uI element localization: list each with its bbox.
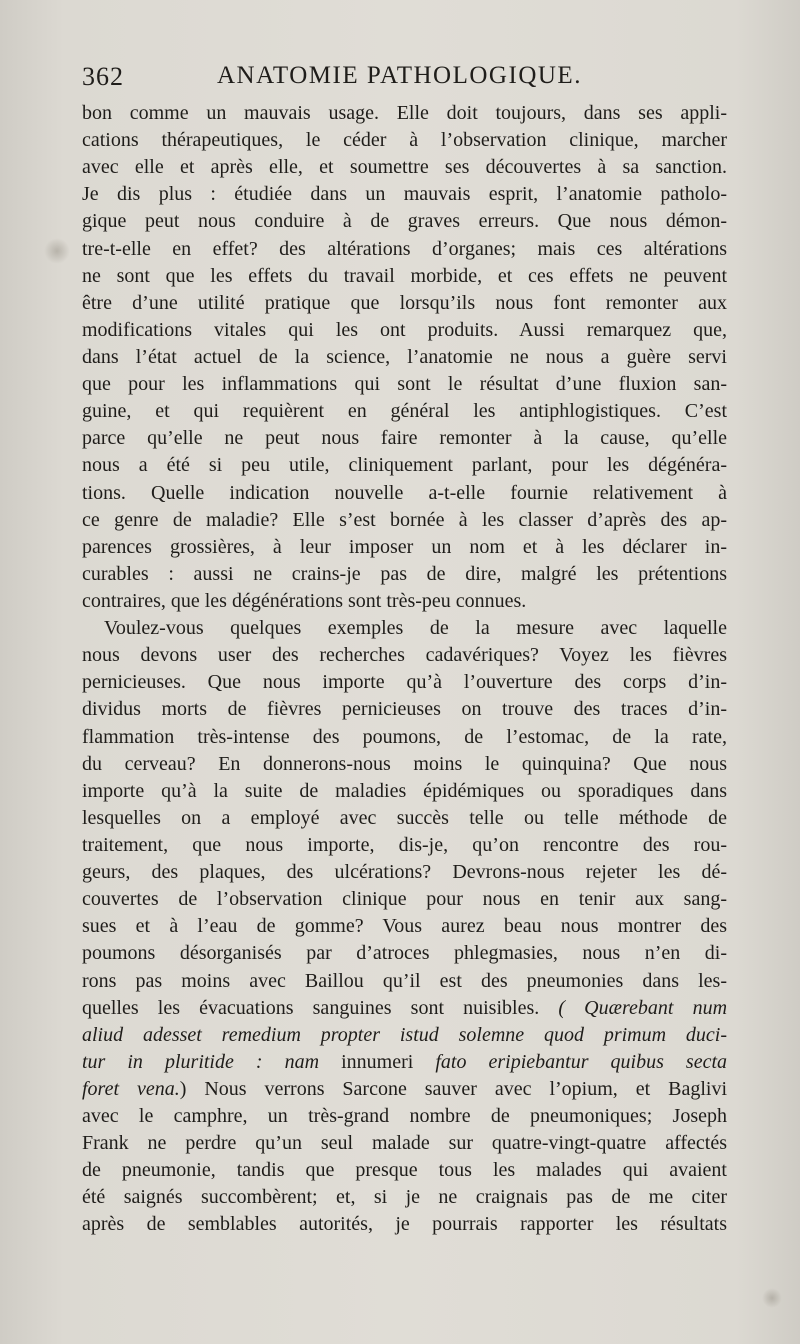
running-head	[82, 62, 782, 96]
latin-quotation: foret vena.	[82, 1077, 180, 1100]
text-line: guine, et qui requièrent en général les antiphlogistiques. C’est	[82, 400, 727, 423]
text-line: que pour les inflammations qui sont le résultat d’une fluxion san-	[82, 373, 727, 396]
text-fragment: quelles les évacuations sanguines sont nuisibles.	[82, 996, 540, 1019]
text-line: bon comme un mauvais usage. Elle doit toujours, dans ses appli-	[82, 102, 727, 124]
text-line	[82, 1049, 727, 1076]
text-line: pernicieuses. Que nous importe qu’à l’ouverture des corps d’in-	[82, 671, 727, 694]
latin-quotation: fato eripiebantur quibus secta	[435, 1050, 728, 1073]
text-line: traitement, que nous importe, dis-je, qu’on rencontre des rou-	[82, 833, 727, 856]
latin-quotation-line: aliud adesset remedium propter istud solemne quod primum duci-	[82, 1023, 727, 1046]
latin-quotation: tur in pluritide : nam	[82, 1050, 320, 1073]
text-fragment: innumeri	[341, 1050, 414, 1073]
text-line: geurs, des plaques, des ulcérations? Devrons-nous rejeter les dé-	[82, 861, 727, 884]
page-number: 362	[82, 62, 124, 91]
text-line: avec elle et après elle, et soumettre ses découvertes à sa sanction.	[82, 156, 727, 179]
page-title: ANATOMIE PATHOLOGIQUE.	[217, 62, 582, 89]
text-line: être d’une utilité pratique que lorsqu’ils nous font remonter aux	[82, 291, 727, 314]
text-line: de pneumonie, tandis que presque tous les malades qui avaient	[82, 1159, 727, 1182]
text-line: sues et à l’eau de gomme? Vous aurez beau nous montrer des	[82, 915, 727, 938]
text-line	[82, 1076, 727, 1103]
text-line: lesquelles on a employé avec succès telle ou telle méthode de	[82, 806, 727, 829]
text-line: flammation très-intense des poumons, de l’estomac, de la rate,	[82, 725, 727, 748]
text-line: été saignés succombèrent; et, si je ne craignais pas de me citer	[82, 1186, 727, 1209]
text-line: curables : aussi ne crains-je pas de dire, malgré les prétentions	[82, 562, 727, 585]
text-line: ce genre de maladie? Elle s’est bornée à les classer d’après des ap-	[82, 508, 727, 531]
text-line: ne sont que les effets du travail morbide, et ces effets ne peuvent	[82, 264, 727, 287]
text-line: poumons désorganisés par d’atroces phlegmasies, nous n’en di-	[82, 942, 727, 965]
text-line: tre-t-elle en effet? des altérations d’organes; mais ces altérations	[82, 237, 727, 260]
text-line: cations thérapeutiques, le céder à l’observation clinique, marcher	[82, 129, 727, 152]
text-line: parences grossières, à leur imposer un nom et à les déclarer in-	[82, 535, 727, 558]
text-line: dans l’état actuel de la science, l’anatomie ne nous a guère servi	[82, 345, 727, 368]
text-line: après de semblables autorités, je pourrais rapporter les résultats	[82, 1213, 727, 1236]
text-line: Frank ne perdre qu’un seul malade sur quatre-vingt-quatre affectés	[82, 1132, 727, 1155]
text-line: couvertes de l’observation clinique pour nous en tenir aux sang-	[82, 888, 727, 911]
text-line: avec le camphre, un très-grand nombre de pneumoniques; Joseph	[82, 1105, 727, 1128]
text-line: dividus morts de fièvres pernicieuses on trouve des traces d’in-	[82, 698, 727, 721]
text-line: nous devons user des recherches cadavériques? Voyez les fièvres	[82, 644, 727, 667]
text-line: contraires, que les dégénérations sont très-peu connues.	[82, 589, 527, 612]
text-line: rons pas moins avec Baillou qu’il est des pneumonies dans les-	[82, 969, 727, 992]
text-line: nous a été si peu utile, cliniquement parlant, pour les dégénéra-	[82, 454, 727, 477]
text-line: parce qu’elle ne peut nous faire remonter à la cause, qu’elle	[82, 427, 727, 450]
text-fragment: ) Nous verrons Sarcone sauver avec l’opium, et Baglivi	[179, 1077, 727, 1100]
text-line: importe qu’à la suite de maladies épidémiques ou sporadiques dans	[82, 779, 727, 802]
latin-quotation: ( Quærebant num	[558, 996, 728, 1019]
paper-stain	[44, 238, 70, 264]
text-line: gique peut nous conduire à de graves erreurs. Que nous démon-	[82, 210, 727, 233]
text-line: modifications vitales qui les ont produits. Aussi remarquez que,	[82, 318, 727, 341]
body-text	[82, 100, 727, 1239]
text-line	[82, 995, 727, 1022]
text-line: Je dis plus : étudiée dans un mauvais esprit, l’anatomie patholo-	[82, 183, 727, 206]
text-line: du cerveau? En donnerons-nous moins le quinquina? Que nous	[82, 752, 727, 775]
text-line: tions. Quelle indication nouvelle a-t-elle fournie relativement à	[82, 481, 727, 504]
text-line: Voulez-vous quelques exemples de la mesure avec laquelle	[104, 617, 727, 640]
paper-stain	[762, 1288, 782, 1308]
